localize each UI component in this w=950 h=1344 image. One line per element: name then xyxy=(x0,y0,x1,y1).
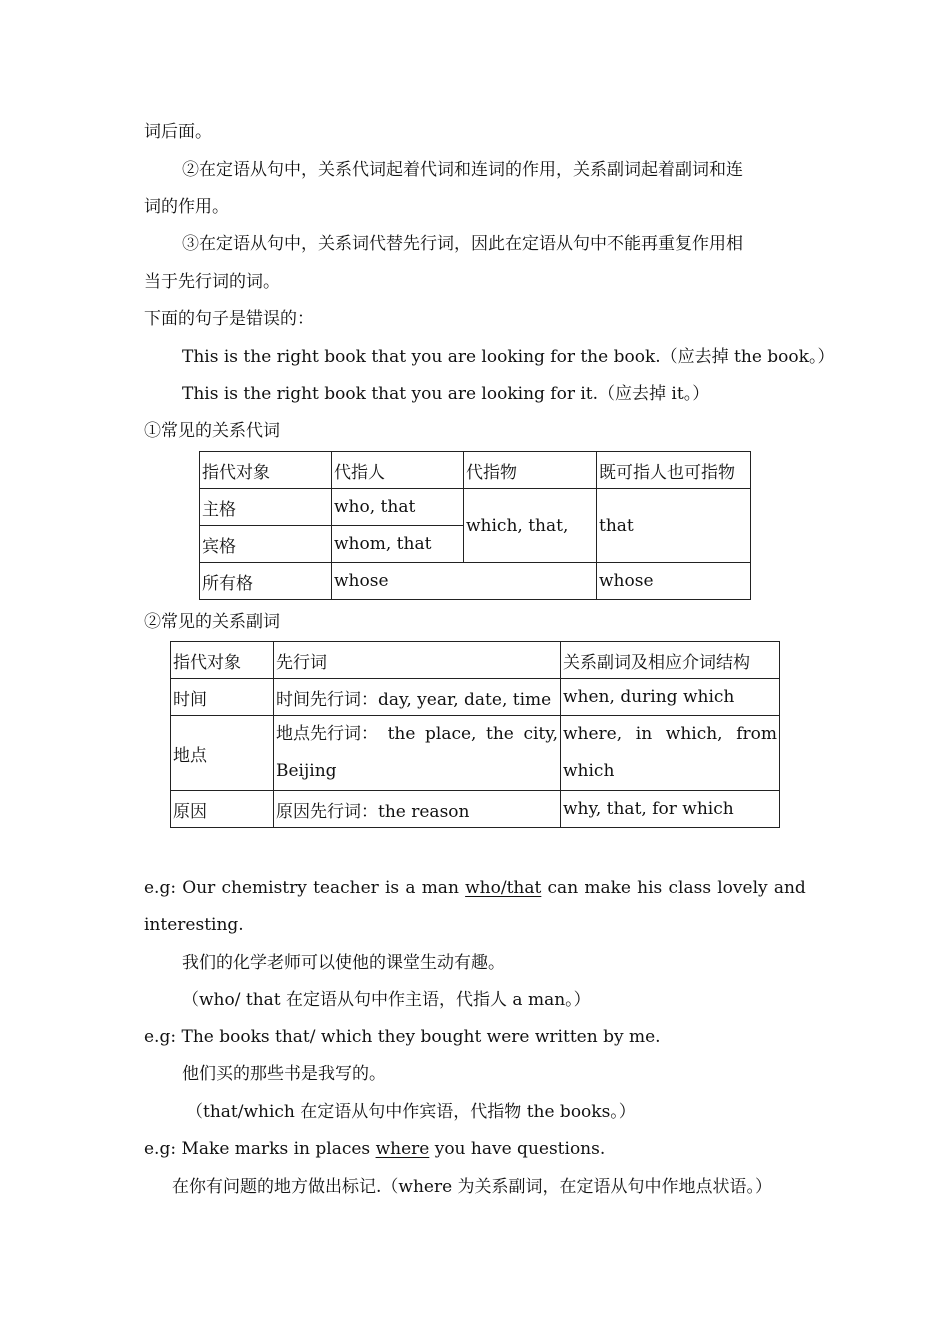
table1-cell: whose xyxy=(332,563,597,600)
table2-cell: 时间先行词：day, year, date, time xyxy=(274,679,561,716)
word: 地点先行词： xyxy=(276,724,378,744)
table2-cell: why, that, for which xyxy=(561,791,780,828)
word: a xyxy=(405,878,416,898)
table1-cell: whose xyxy=(597,563,751,600)
example-2: e.g: The books that/ which they bought were written by me. xyxy=(144,1027,661,1047)
text-run: e.g: Make marks in places xyxy=(144,1139,376,1159)
word: in xyxy=(635,724,653,744)
table2-cell: when, during which xyxy=(561,679,780,716)
table1-row-label: 宾格 xyxy=(200,526,332,563)
table2-cell: 原因先行词：the reason xyxy=(274,791,561,828)
table1-header-cell: 指代对象 xyxy=(200,452,332,489)
word: make xyxy=(584,878,631,898)
word: from xyxy=(736,724,777,744)
text-run: you have questions. xyxy=(429,1139,606,1159)
example-2-translation: 他们买的那些书是我写的。 xyxy=(182,1064,386,1084)
table2-header-cell: 指代对象 xyxy=(171,642,274,679)
rule-2-line-1: ②在定语从句中，关系代词起着代词和连词的作用，关系副词起着副词和连 xyxy=(182,160,743,180)
table1-cell: which, that, xyxy=(464,489,597,563)
word: and xyxy=(773,878,806,898)
underlined-relative-word: where xyxy=(375,1139,430,1159)
relative-adverb-table xyxy=(170,641,780,828)
word: the xyxy=(387,724,416,744)
example-1-translation: 我们的化学老师可以使他的课堂生动有趣。 xyxy=(182,953,505,973)
word: city, xyxy=(523,724,558,744)
table2-heading: ②常见的关系副词 xyxy=(144,612,280,632)
underlined-relative-word: who/that xyxy=(465,878,542,898)
table2-header-cell: 关系副词及相应介词结构 xyxy=(561,642,780,679)
wrong-sentences-heading: 下面的句子是错误的： xyxy=(144,309,314,329)
example-2-note: （that/which 在定语从句中作宾语，代指物 the books。） xyxy=(186,1102,636,1122)
table1-cell: whom, that xyxy=(332,526,464,563)
table1-header-cell: 代指物 xyxy=(464,452,597,489)
table1-heading: ①常见的关系代词 xyxy=(144,421,280,441)
word: is xyxy=(384,878,400,898)
word: which, xyxy=(665,724,723,744)
table2-row-label: 原因 xyxy=(171,791,274,828)
word: can xyxy=(547,878,579,898)
rule-2-line-2: 词的作用。 xyxy=(144,197,229,217)
example-1-line-1 xyxy=(144,878,806,898)
word: e.g: xyxy=(144,878,177,898)
table1-row-label: 所有格 xyxy=(200,563,332,600)
word: chemistry xyxy=(221,878,307,898)
cell-line: Beijing xyxy=(276,761,337,781)
word: class xyxy=(668,878,712,898)
table2-cell xyxy=(561,716,780,791)
cell-line xyxy=(563,716,777,753)
table2-row-label: 地点 xyxy=(171,716,274,791)
rule-3-line-1: ③在定语从句中，关系词代替先行词，因此在定语从句中不能再重复作用相 xyxy=(182,234,743,254)
example-3-translation: 在你有问题的地方做出标记.（where 为关系副词，在定语从句中作地点状语。） xyxy=(172,1177,773,1197)
wrong-example-1: This is the right book that you are looking for the book.（应去掉 the book。） xyxy=(182,347,835,367)
example-1-line-2: interesting. xyxy=(144,915,244,935)
table2-row-label: 时间 xyxy=(171,679,274,716)
table1-header-cell: 既可指人也可指物 xyxy=(597,452,751,489)
table1-header-cell: 代指人 xyxy=(332,452,464,489)
word: Our xyxy=(182,878,216,898)
table1-cell: who, that xyxy=(332,489,464,526)
example-3 xyxy=(144,1139,605,1159)
word: man xyxy=(421,878,459,898)
table1-row-label: 主格 xyxy=(200,489,332,526)
table2-header-cell: 先行词 xyxy=(274,642,561,679)
table2-cell xyxy=(274,716,561,791)
word: place, xyxy=(425,724,477,744)
relative-pronoun-table xyxy=(199,451,751,600)
word: where, xyxy=(563,724,623,744)
cell-line xyxy=(276,716,558,753)
paragraph-continuation: 词后面。 xyxy=(144,122,212,142)
word: his xyxy=(637,878,663,898)
table1-cell: that xyxy=(597,489,751,563)
rule-3-line-2: 当于先行词的词。 xyxy=(144,272,280,292)
example-1-note: （who/ that 在定语从句中作主语，代指人 a man。） xyxy=(182,990,591,1010)
word: teacher xyxy=(313,878,379,898)
cell-line: which xyxy=(563,761,615,781)
word: lovely xyxy=(717,878,768,898)
wrong-example-2: This is the right book that you are looking for it.（应去掉 it。） xyxy=(182,384,710,404)
word: the xyxy=(486,724,514,744)
